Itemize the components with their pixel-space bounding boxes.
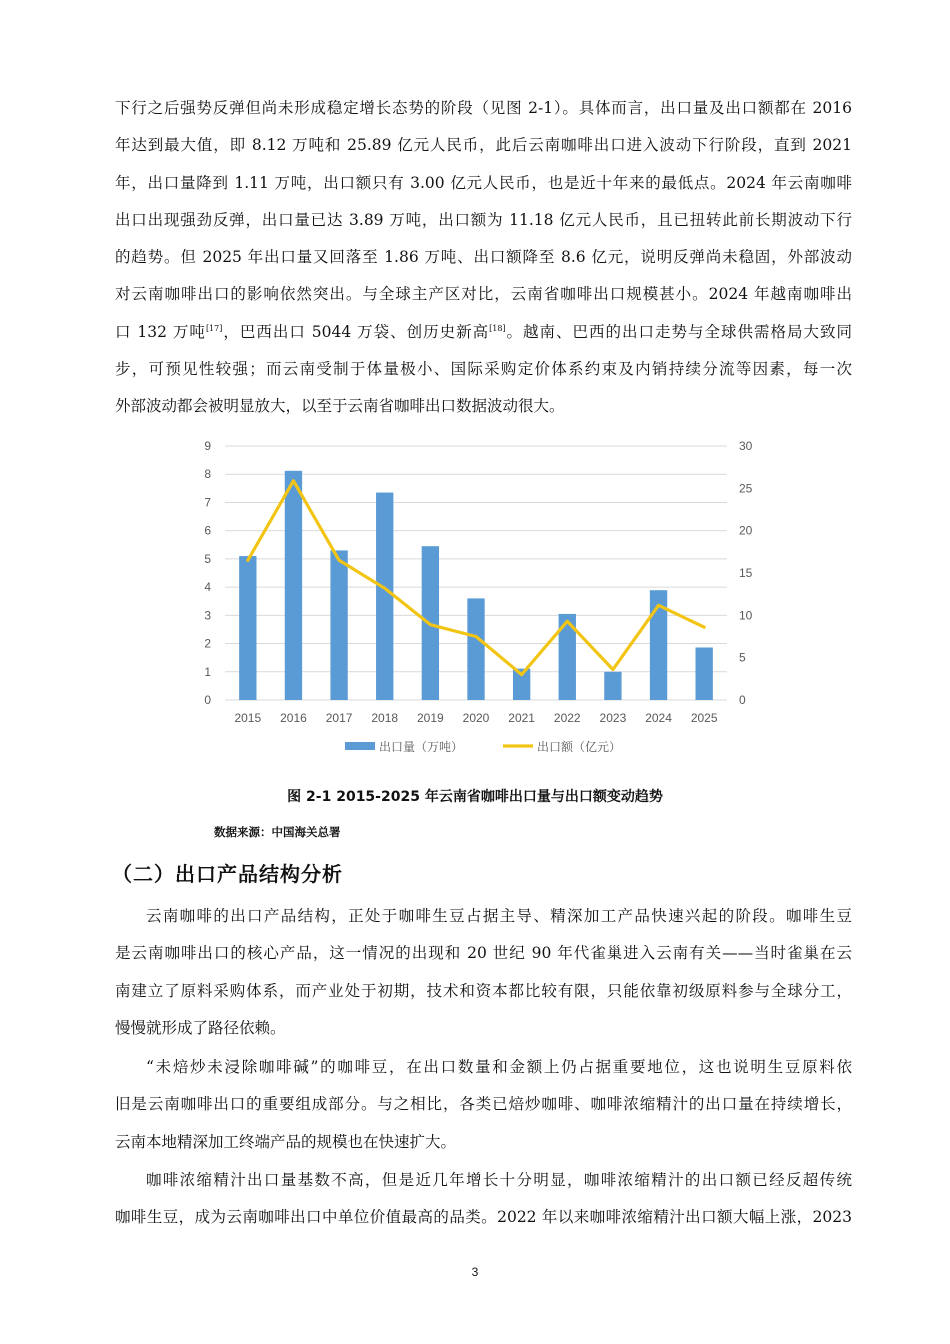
legend-label-value: 出口额（亿元） bbox=[537, 740, 622, 754]
x-axis-tick-label: 2023 bbox=[599, 711, 627, 725]
text-line: 对云南咖啡出口的影响依然突出。与全球主产区对比，云南省咖啡出口规模甚小。2024 年越南咖啡出 bbox=[115, 285, 852, 304]
x-axis-tick-label: 2019 bbox=[417, 711, 444, 725]
text-line: 出口出现强劲反弹，出口量已达 3.89 万吨，出口额为 11.18 亿元人民币，且已扭转此前长期波动下行 bbox=[115, 210, 852, 229]
right-axis-tick-label: 10 bbox=[739, 608, 753, 623]
left-axis-tick-label: 2 bbox=[204, 636, 211, 651]
right-axis-tick-label: 20 bbox=[739, 523, 753, 538]
text-line: 云南咖啡的出口产品结构，正处于咖啡生豆占据主导、精深加工产品快速兴起的阶段。咖啡生豆 bbox=[146, 907, 852, 925]
left-axis-tick-label: 5 bbox=[204, 551, 211, 566]
bar-export-volume bbox=[239, 556, 256, 700]
reference-17[interactable]: [17] bbox=[205, 323, 223, 333]
x-axis-tick-label: 2015 bbox=[234, 711, 262, 725]
text-line: 云南本地精深加工终端产品的规模也在快速扩大。 bbox=[115, 1132, 457, 1151]
text-line: 咖啡生豆，成为云南咖啡出口中单位价值最高的品类。2022 年以来咖啡浓缩精汁出口额大幅上涨，2023 bbox=[115, 1208, 852, 1227]
right-axis-tick-label: 0 bbox=[739, 693, 746, 707]
text-line: 年达到最大值，即 8.12 万吨和 25.89 亿元人民币，此后云南咖啡出口进入波动下行阶段，直到 2021 bbox=[115, 136, 852, 155]
x-axis-tick-label: 2021 bbox=[508, 711, 535, 725]
figure-caption: 图 2-1 2015-2025 年云南省咖啡出口量与出口额变动趋势 bbox=[287, 789, 663, 805]
bar-export-volume bbox=[467, 598, 484, 700]
text-line: 旧是云南咖啡出口的重要组成部分。与之相比，各类已焙炒咖啡、咖啡浓缩精汁的出口量在持续增长， bbox=[115, 1095, 852, 1114]
paragraph-concentrate bbox=[115, 1162, 852, 1237]
text-line: 步，可预见性较强；而云南受制于体量极小、国际采购定价体系约束及内销持续分流等因素，每一次 bbox=[115, 360, 852, 379]
paragraph-export-trend bbox=[115, 90, 852, 426]
x-axis-tick-label: 2022 bbox=[553, 711, 581, 725]
text-line: 是云南咖啡出口的核心产品，这一情况的出现和 20 世纪 90 年代雀巢进入云南有关——当时雀巢在云 bbox=[115, 944, 852, 963]
legend-swatch-bar bbox=[345, 742, 375, 750]
text-segment: 口 132 万吨 bbox=[115, 322, 206, 341]
right-axis-tick-label: 25 bbox=[739, 481, 753, 496]
reference-18[interactable]: [18] bbox=[489, 323, 506, 333]
left-axis-tick-label: 6 bbox=[204, 523, 211, 538]
paragraph-green-beans bbox=[115, 1049, 852, 1161]
paragraph-product-structure bbox=[115, 898, 852, 1047]
right-axis-tick-label: 5 bbox=[739, 650, 746, 665]
x-axis-tick-label: 2018 bbox=[371, 711, 399, 725]
x-axis-tick-label: 2024 bbox=[645, 711, 672, 725]
page-number: 3 bbox=[471, 1265, 479, 1279]
text-segment: 。越南、巴西的出口走势与全球供需格局大致同 bbox=[505, 322, 852, 341]
text-line bbox=[115, 314, 852, 351]
text-line: 外部波动都会被明显放大，以至于云南省咖啡出口数据波动很大。 bbox=[115, 397, 565, 416]
text-line: 下行之后强势反弹但尚未形成稳定增长态势的阶段（见图 2-1）。具体而言，出口量及出口额都在 2016 bbox=[115, 99, 852, 117]
right-axis-tick-label: 15 bbox=[739, 566, 753, 580]
legend-label-volume: 出口量（万吨） bbox=[379, 740, 464, 754]
text-line: 的趋势。但 2025 年出口量又回落至 1.86 万吨、出口额降至 8.6 亿元，说明反弹尚未稳固，外部波动 bbox=[115, 248, 852, 267]
figure-source: 数据来源：中国海关总署 bbox=[214, 825, 341, 839]
left-axis-tick-label: 7 bbox=[204, 495, 211, 510]
bar-export-volume bbox=[376, 493, 393, 700]
left-axis-tick-label: 1 bbox=[204, 664, 211, 679]
text-line: 南建立了原料采购体系，而产业处于初期，技术和资本都比较有限，只能依靠初级原料参与全球分工， bbox=[115, 981, 852, 1000]
bar-export-volume bbox=[285, 471, 302, 700]
left-axis-tick-label: 9 bbox=[204, 439, 211, 453]
section-heading: （二）出口产品结构分析 bbox=[112, 862, 343, 886]
bar-export-volume bbox=[330, 550, 347, 700]
x-axis-tick-label: 2020 bbox=[462, 711, 490, 725]
bar-export-volume bbox=[604, 672, 621, 700]
left-axis-tick-label: 8 bbox=[204, 467, 211, 482]
text-line: 慢慢就形成了路径依赖。 bbox=[115, 1018, 286, 1037]
export-chart bbox=[185, 430, 765, 775]
bar-export-volume bbox=[696, 648, 713, 700]
text-segment: ，巴西出口 5044 万袋、创历史新高 bbox=[222, 322, 490, 341]
text-line: “未焙炒未浸除咖啡碱”的咖啡豆，在出口数量和金额上仍占据重要地位，这也说明生豆原料依 bbox=[146, 1058, 852, 1076]
x-axis-tick-label: 2025 bbox=[690, 711, 718, 725]
left-axis-tick-label: 4 bbox=[204, 580, 211, 595]
text-line: 年，出口量降到 1.11 万吨，出口额只有 3.00 亿元人民币，也是近十年来的最低点。2024 年云南咖啡 bbox=[115, 173, 852, 192]
right-axis-tick-label: 30 bbox=[739, 439, 753, 453]
left-axis-tick-label: 3 bbox=[204, 608, 211, 623]
text-line: 咖啡浓缩精汁出口量基数不高，但是近几年增长十分明显，咖啡浓缩精汁的出口额已经反超传统 bbox=[146, 1171, 852, 1189]
left-axis-tick-label: 0 bbox=[204, 693, 211, 707]
x-axis-tick-label: 2016 bbox=[280, 711, 307, 725]
x-axis-tick-label: 2017 bbox=[325, 711, 353, 725]
